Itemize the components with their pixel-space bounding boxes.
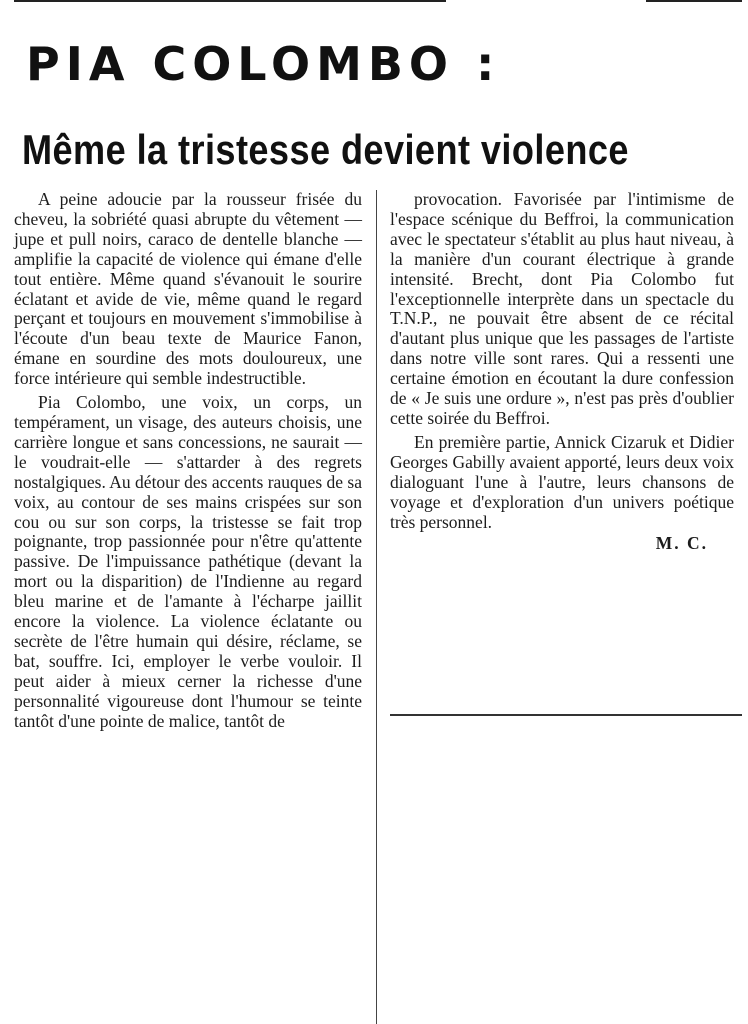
- right-column: [390, 190, 734, 554]
- left-column: [14, 190, 362, 731]
- paragraph: provocation. Favorisée par l'intimisme de l'espace scénique du Beffroi, la communication avec le spectateur s'établit au plus haut niveau, à la manière d'un courant électrique à grande intensité. Brecht, dont Pia Colombo fut l'exceptionnelle interprète dans un spectacle du T.N.P., ne pouvait être absent de ce récital d'autant plus unique que les passages de l'artiste dans notre ville sont rares. Qui a ressenti une certaine émotion en écoutant la dure confession de « Je suis une ordure », n'est pas près d'oublier cette soirée du Beffroi.: [390, 189, 734, 428]
- top-rule-right: [646, 0, 742, 2]
- column-divider: [376, 190, 377, 1024]
- author-signature: M. C.: [655, 533, 708, 554]
- blank-area: [390, 716, 748, 1024]
- paragraph: En première partie, Annick Cizaruk et Didier Georges Gabilly avaient apporté, leurs deux voix dialoguant l'une à l'autre, leurs chansons de voyage et d'exploration d'un univers poétique très personnel.: [390, 431, 734, 532]
- article-kicker: PIA COLOMBO :: [26, 37, 501, 91]
- article-headline: Même la tristesse devient violence: [22, 126, 629, 173]
- top-rule-left: [14, 0, 446, 2]
- paragraph: A peine adoucie par la rousseur frisée du cheveu, la sobriété quasi abrupte du vêtement — jupe et pull noirs, caraco de dentelle blanche — amplifie la capacité de violence qui émane d'elle tout entière. Même quand s'évanouit le sourire éclatant et avide de vie, même quand le regard perçant et toujours en mouvement s'immobilise à l'écoute d'un beau texte de Maurice Fanon, émane en sourdine des mots douloureux, une force intérieure qui semble indestructible.: [14, 189, 362, 389]
- paragraph: Pia Colombo, une voix, un corps, un tempérament, un visage, des auteurs choisis, une carrière longue et sans concessions, ne saurait — le voudrait-elle — s'attarder à des regrets nostalgiques. Au détour des accents rauques de sa voix, au contour de ses mains crispées sur son cou ou sur son corps, la tristesse se fait trop poignante, trop passionnée pour n'être qu'attente passive. De l'impuissance pathétique (devant la mort ou la disparition) de l'Indienne au regard bleu marine et de l'amante à l'écharpe jaillit encore la violence. La violence éclatante ou secrète de l'être humain qui désire, réclame, se bat, souffre. Ici, employer le verbe vouloir. Il peut aider à mieux cerner la richesse d'une personnalité vigoureuse dont l'humour se teinte tantôt d'une pointe de malice, tantôt de: [14, 392, 362, 731]
